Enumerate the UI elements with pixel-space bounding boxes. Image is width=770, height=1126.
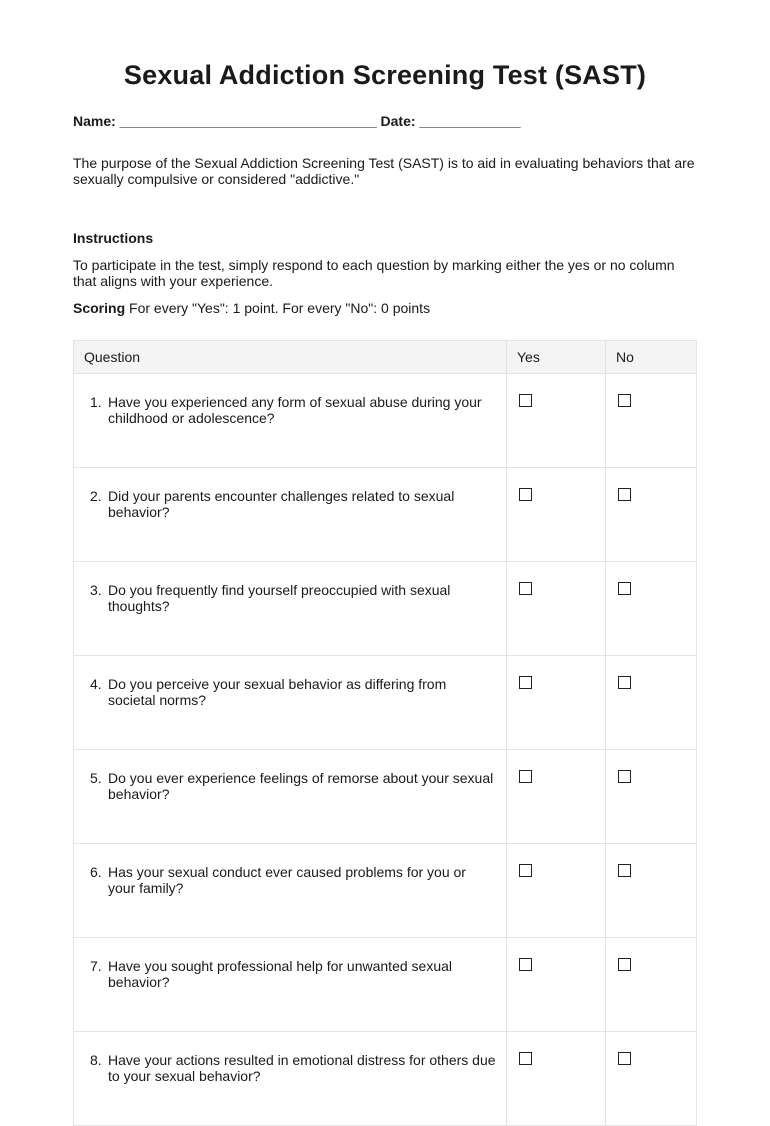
- no-cell: [606, 656, 697, 750]
- scoring-text: For every "Yes": 1 point. For every "No": 0 points: [125, 300, 431, 316]
- header-yes: Yes: [507, 341, 606, 374]
- instructions-text: To participate in the test, simply respond to each question by marking either the yes or no column that aligns with your experience.: [73, 257, 675, 289]
- no-cell: [606, 1032, 697, 1126]
- question-number: 2.: [90, 488, 102, 504]
- no-cell: [606, 938, 697, 1032]
- question-number: 3.: [90, 582, 102, 598]
- questions-body: [74, 374, 697, 1126]
- no-cell: [606, 750, 697, 844]
- header-no: No: [606, 341, 697, 374]
- question-number: 7.: [90, 958, 102, 974]
- no-cell: [606, 844, 697, 938]
- scoring-label: Scoring: [73, 300, 126, 316]
- yes-cell: [507, 750, 606, 844]
- table-row: [74, 1032, 697, 1126]
- purpose-paragraph: The purpose of the Sexual Addiction Screening Test (SAST) is to aid in evaluating behaviors that are sexually compulsive or considered "addictive.": [73, 155, 695, 187]
- yes-checkbox[interactable]: [519, 582, 532, 595]
- questions-table: [73, 340, 697, 1126]
- yes-checkbox[interactable]: [519, 958, 532, 971]
- question-text: Did your parents encounter challenges related to sexual behavior?: [108, 488, 455, 520]
- yes-cell: [507, 562, 606, 656]
- question-cell: [74, 750, 507, 844]
- question-cell: [74, 1032, 507, 1126]
- yes-checkbox[interactable]: [519, 770, 532, 783]
- question-number: 6.: [90, 864, 102, 880]
- question-number: 4.: [90, 676, 102, 692]
- header-question: Question: [74, 341, 507, 374]
- table-row: [74, 468, 697, 562]
- table-row: [74, 750, 697, 844]
- no-checkbox[interactable]: [618, 394, 631, 407]
- question-cell: [74, 374, 507, 468]
- yes-cell: [507, 844, 606, 938]
- question-text: Have you experienced any form of sexual abuse during your childhood or adolescence?: [108, 394, 482, 426]
- question-text: Do you perceive your sexual behavior as differing from societal norms?: [108, 676, 447, 708]
- table-row: [74, 656, 697, 750]
- yes-cell: [507, 468, 606, 562]
- table-row: [74, 562, 697, 656]
- yes-cell: [507, 656, 606, 750]
- no-checkbox[interactable]: [618, 864, 631, 877]
- yes-checkbox[interactable]: [519, 864, 532, 877]
- no-checkbox[interactable]: [618, 488, 631, 501]
- no-cell: [606, 468, 697, 562]
- question-text: Do you ever experience feelings of remorse about your sexual behavior?: [108, 770, 494, 802]
- yes-checkbox[interactable]: [519, 394, 532, 407]
- question-text: Have you sought professional help for unwanted sexual behavior?: [108, 958, 452, 990]
- question-cell: [74, 468, 507, 562]
- yes-cell: [507, 374, 606, 468]
- question-cell: [74, 844, 507, 938]
- page-title: Sexual Addiction Screening Test (SAST): [123, 60, 647, 90]
- name-date-line: Name: _________________________________ Date: _____________: [73, 113, 521, 129]
- no-cell: [606, 374, 697, 468]
- no-checkbox[interactable]: [618, 958, 631, 971]
- no-checkbox[interactable]: [618, 676, 631, 689]
- table-row: [74, 374, 697, 468]
- question-text: Do you frequently find yourself preoccupied with sexual thoughts?: [108, 582, 451, 614]
- table-header-row: [74, 341, 697, 374]
- no-checkbox[interactable]: [618, 1052, 631, 1065]
- yes-cell: [507, 1032, 606, 1126]
- scoring-line: [73, 300, 430, 316]
- question-cell: [74, 562, 507, 656]
- yes-checkbox[interactable]: [519, 676, 532, 689]
- question-text: Have your actions resulted in emotional distress for others due to your sexual behavior?: [108, 1052, 496, 1084]
- no-cell: [606, 562, 697, 656]
- yes-checkbox[interactable]: [519, 488, 532, 501]
- table-row: [74, 938, 697, 1032]
- instructions-heading: Instructions: [73, 230, 154, 246]
- no-checkbox[interactable]: [618, 770, 631, 783]
- question-number: 1.: [90, 394, 102, 410]
- question-cell: [74, 938, 507, 1032]
- yes-cell: [507, 938, 606, 1032]
- table-row: [74, 844, 697, 938]
- question-number: 5.: [90, 770, 102, 786]
- question-number: 8.: [90, 1052, 102, 1068]
- no-checkbox[interactable]: [618, 582, 631, 595]
- yes-checkbox[interactable]: [519, 1052, 532, 1065]
- question-text: Has your sexual conduct ever caused problems for you or your family?: [108, 864, 466, 896]
- question-cell: [74, 656, 507, 750]
